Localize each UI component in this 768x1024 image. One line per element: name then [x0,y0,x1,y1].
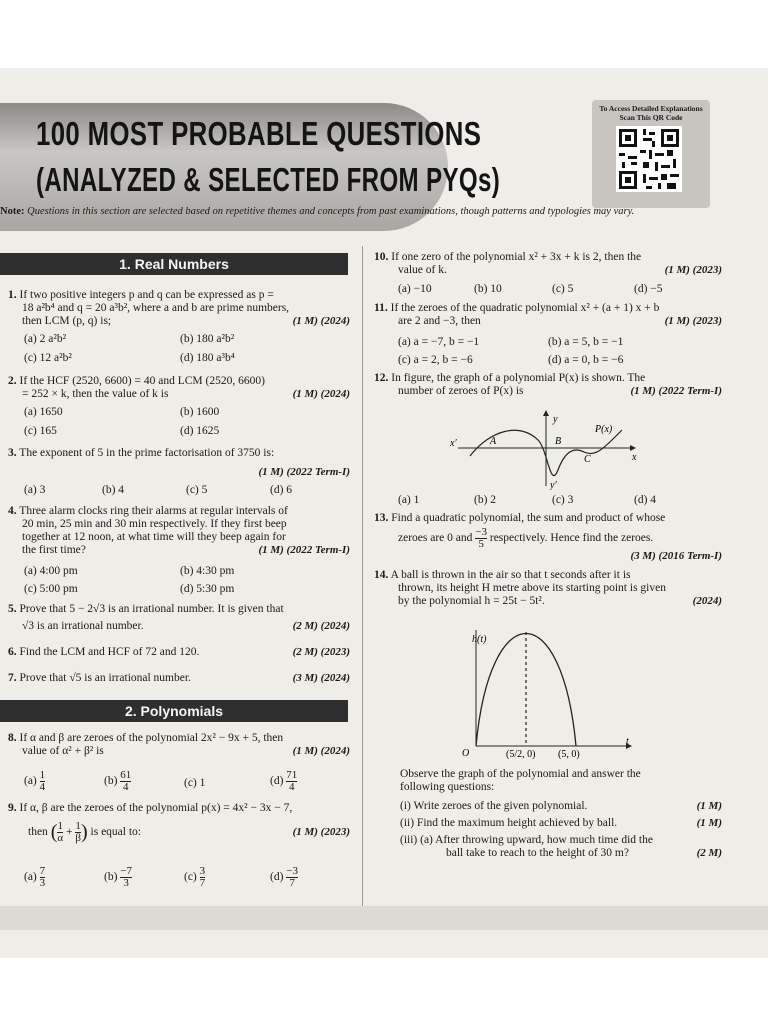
question-text: value of k. [398,264,447,276]
question-3 [8,447,350,479]
note-text: Questions in this section are selected based on repetitive themes and concepts from past examinations, though patterns and typologies may vary. [27,206,635,217]
option-a[interactable]: (a) 1 [398,494,420,506]
question-text: Three alarm clocks ring their alarms at regular intervals of [19,505,288,517]
curve-label: P(x) [595,424,613,435]
fraction [120,770,131,793]
question-8 [8,732,350,758]
option-a[interactable]: (a) −10 [398,283,432,295]
question-text: √3 is an irrational number. [22,620,144,632]
subquestion-ii: (ii) Find the maximum height achieved by ball. [400,817,618,829]
marks-label: (1 M) (2024) [292,315,350,327]
qr-caption [592,104,710,122]
option-letter: (d) [270,871,284,884]
question-text: Observe the graph of the polynomial and answer the [400,768,641,780]
option-a[interactable]: (a) 3 [24,484,46,496]
section-header-polynomials: 2. Polynomials [0,700,348,722]
option-d[interactable]: (d) 180 a³b⁴ [180,352,235,364]
question-5 [8,603,350,633]
fraction [286,770,297,793]
banner-title: 100 MOST PROBABLE QUESTIONS [36,115,482,152]
question-text: If one zero of the polynomial x² + 3x + k is 2, then the [391,251,642,263]
numerator: 1 [57,820,63,832]
question-number: 5. [8,603,17,615]
question-text: zeroes are 0 and [398,532,473,545]
point-c-label: C [584,454,591,465]
question-text: thrown, its height H metre above its starting point is given [398,582,666,594]
x-prime-label: x′ [450,438,457,449]
option-b[interactable]: (b) 4 [102,484,125,496]
option-d[interactable] [270,770,297,793]
marks-label: (3 M) (2024) [292,672,350,684]
question-number: 9. [8,802,17,814]
x-axis-arrow-icon [630,445,636,451]
option-b[interactable]: (b) 2 [474,494,497,506]
numerator: 7 [39,865,46,877]
numerator: 3 [199,865,206,877]
question-number: 14. [374,569,389,581]
vertex-t-label: (5/2, 0) [506,749,536,760]
fraction [120,866,132,889]
option-letter: (a) [24,871,37,884]
marks-label: (1 M) (2023) [292,826,350,838]
option-b[interactable] [104,866,132,889]
section-header-real-numbers: 1. Real Numbers [0,253,348,275]
question-text: is equal to: [90,826,141,839]
option-letter: (a) [24,775,37,788]
question-text: The exponent of 5 in the prime factorisation of 3750 is: [19,447,275,459]
page-footer-strip [0,906,768,930]
denominator: 7 [199,877,206,889]
marks-label: (2 M) (2023) [292,646,350,658]
option-a[interactable]: (a) 4:00 pm [24,565,78,577]
option-d[interactable]: (d) 5:30 pm [180,583,235,595]
marks-label: (3 M) (2016 Term-I) [630,550,722,562]
question-6 [8,646,350,659]
question-text: A ball is thrown in the air so that t seconds after it is [390,569,631,581]
denominator: 5 [475,538,487,550]
marks-label: (1 M) (2024) [292,745,350,757]
marks-label: (2 M) (2024) [292,620,350,632]
question-text: If α and β are zeroes of the polynomial 2x² − 9x + 5, then [19,732,284,744]
question-1 [8,289,350,328]
option-a[interactable] [24,770,45,793]
option-value: 1 [199,777,206,789]
option-b[interactable]: (b) a = 5, b = −1 [548,336,624,348]
denominator: 4 [286,781,297,793]
option-a[interactable]: (a) 1650 [24,406,63,418]
question-text: Find a quadratic polynomial, the sum and product of whose [391,512,666,524]
question-text: number of zeroes of P(x) is [398,385,524,397]
numerator: 71 [286,769,298,781]
option-b[interactable]: (b) 1600 [180,406,220,418]
question-2 [8,375,350,401]
point-b-label: B [555,436,562,447]
question-7 [8,672,350,685]
marks-label: (1 M) [696,817,722,829]
marks-label: (1 M) (2022 Term-I) [258,544,350,556]
question-text: by the polynomial h = 25t − 5t². [398,595,545,607]
ball-height-graph-figure [456,626,636,762]
fraction [475,527,487,550]
question-text: then LCM (p, q) is; [22,315,112,327]
question-text: 18 a²b⁴ and q = 20 a³b², where a and b are prime numbers, [22,302,290,314]
numerator: 1 [39,769,46,781]
option-d[interactable] [270,866,298,889]
note-label: Note: [0,206,25,217]
marks-label: (1 M) (2023) [664,315,722,327]
numerator: −3 [475,526,487,538]
qr-caption-line1: To Access Detailed Explanations [599,104,703,113]
question-number: 1. [8,289,17,301]
marks-label: (2024) [692,595,722,607]
denominator: 4 [39,781,46,793]
option-d[interactable]: (d) a = 0, b = −6 [548,354,624,366]
question-number: 3. [8,447,17,459]
question-number: 11. [374,302,388,314]
denominator: 3 [120,877,132,889]
question-text: If the zeroes of the quadratic polynomial x² + (a + 1) x + b [390,302,660,314]
option-d[interactable]: (d) 1625 [180,425,220,437]
option-letter: (c) [184,777,197,789]
question-number: 10. [374,251,389,263]
question-text: Find the LCM and HCF of 72 and 120. [19,646,200,658]
option-d[interactable]: (d) −5 [634,283,663,295]
option-c[interactable] [184,866,205,889]
denominator: 3 [39,877,46,889]
question-11 [374,302,722,328]
question-text: If the HCF (2520, 6600) = 40 and LCM (2520, 6600) [19,375,265,387]
h-axis-label: h(t) [472,634,487,645]
marks-label: (1 M) (2024) [292,388,350,400]
denominator: β [75,832,81,844]
option-b[interactable]: (b) 10 [474,283,502,295]
fraction [200,866,206,889]
marks-label: (1 M) (2022 Term-I) [630,385,722,397]
question-number: 13. [374,512,389,524]
subquestion-iii: (iii) (a) After throwing upward, how much time did the [400,834,653,846]
option-c[interactable]: (c) 12 a²b² [24,352,72,364]
numerator: −7 [120,865,133,877]
polynomial-graph-figure [450,408,640,490]
question-14 [374,569,722,608]
option-c[interactable]: (c) 165 [24,425,57,437]
option-c[interactable]: (c) 5 [186,484,208,496]
question-number: 4. [8,505,17,517]
option-a[interactable] [24,866,45,889]
point-a-label: A [490,436,497,447]
zero-label: (5, 0) [558,749,580,760]
fraction [40,866,46,889]
question-14-subparts [400,768,722,860]
qr-caption-line2: Scan This QR Code [619,113,683,122]
subquestion-i: (i) Write zeroes of the given polynomial. [400,800,588,812]
option-letter: (b) [104,775,118,788]
question-text: If α, β are the zeroes of the polynomial p(x) = 4x² − 3x − 7, [19,802,293,814]
option-c[interactable]: (c) 5:00 pm [24,583,78,595]
marks-label: (1 M) (2022 Term-I) [258,466,350,478]
question-number: 12. [374,372,389,384]
question-text: then [28,826,48,839]
option-b[interactable]: (b) 180 a²b² [180,333,235,345]
y-axis-label: y [553,414,558,425]
numerator: 61 [120,769,132,781]
option-letter: (b) [104,871,118,884]
option-d[interactable]: (d) 6 [270,484,293,496]
qr-code-icon[interactable] [616,126,682,192]
option-b[interactable]: (b) 4:30 pm [180,565,235,577]
banner-subtitle: (ANALYZED & SELECTED FROM PYQs) [36,161,501,198]
marks-label: (1 M) [696,800,722,812]
question-text: Prove that 5 − 2√3 is an irrational number. It is given that [19,603,284,615]
option-letter: (c) [184,871,197,884]
question-text: If two positive integers p and q can be expressed as p = [19,289,274,301]
option-a[interactable]: (a) a = −7, b = −1 [398,336,480,348]
question-12 [374,372,722,398]
numerator: −3 [286,865,299,877]
y-prime-label: y′ [550,480,557,490]
question-text: Prove that √5 is an irrational number. [19,672,191,684]
option-c[interactable]: (c) a = 2, b = −6 [398,354,473,366]
option-b[interactable] [104,770,131,793]
question-number: 2. [8,375,17,387]
y-axis-arrow-icon [543,410,549,416]
question-text: = 252 × k, then the value of k is [22,388,169,400]
option-d[interactable]: (d) 4 [634,494,657,506]
question-number: 6. [8,646,17,658]
denominator: 7 [286,877,298,889]
question-4 [8,505,350,557]
note-line [0,206,760,217]
denominator: α [57,832,64,844]
denominator: 4 [120,781,131,793]
question-text: the first time? [22,544,86,556]
question-number: 7. [8,672,17,684]
numerator: 1 [75,820,81,832]
option-letter: (d) [270,775,284,788]
question-text: respectively. Hence find the zeroes. [489,532,654,545]
option-a[interactable]: (a) 2 a²b² [24,333,67,345]
qr-panel [592,100,710,208]
question-9: 9. If α, β are the zeroes of the polynomial p(x) = 4x² − 3x − 7, then ( $\frac{1}{\alpha}$ + $\frac{1}{\beta}$ ) is equal to: (1 M) (2023) [8,802,350,844]
question-text: 20 min, 25 min and 30 min respectively. If they first beep [22,518,287,530]
fraction [40,770,46,793]
question-13 [374,512,722,563]
t-axis-label: t [626,736,629,747]
book-page [0,68,768,958]
question-text: following questions: [400,781,495,793]
question-text: In figure, the graph of a polynomial P(x) is shown. The [391,372,646,384]
option-c[interactable]: (c) 3 [552,494,574,506]
origin-label: O [462,748,470,759]
question-10 [374,251,722,277]
marks-label: (1 M) (2023) [664,264,722,276]
column-divider [362,246,363,926]
question-text: value of α² + β² is [22,745,104,757]
subquestion-iii-text: ball take to reach to the height of 30 m? [446,847,629,859]
fraction [286,866,298,889]
question-text: are 2 and −3, then [398,315,481,327]
marks-label: (2 M) [696,847,722,859]
option-c[interactable] [184,777,205,789]
option-c[interactable]: (c) 5 [552,283,574,295]
question-text: together at 12 noon, at what time will they beep again for [22,531,286,543]
x-axis-label: x [632,452,637,463]
fraction [57,821,63,844]
question-number: 8. [8,732,17,744]
